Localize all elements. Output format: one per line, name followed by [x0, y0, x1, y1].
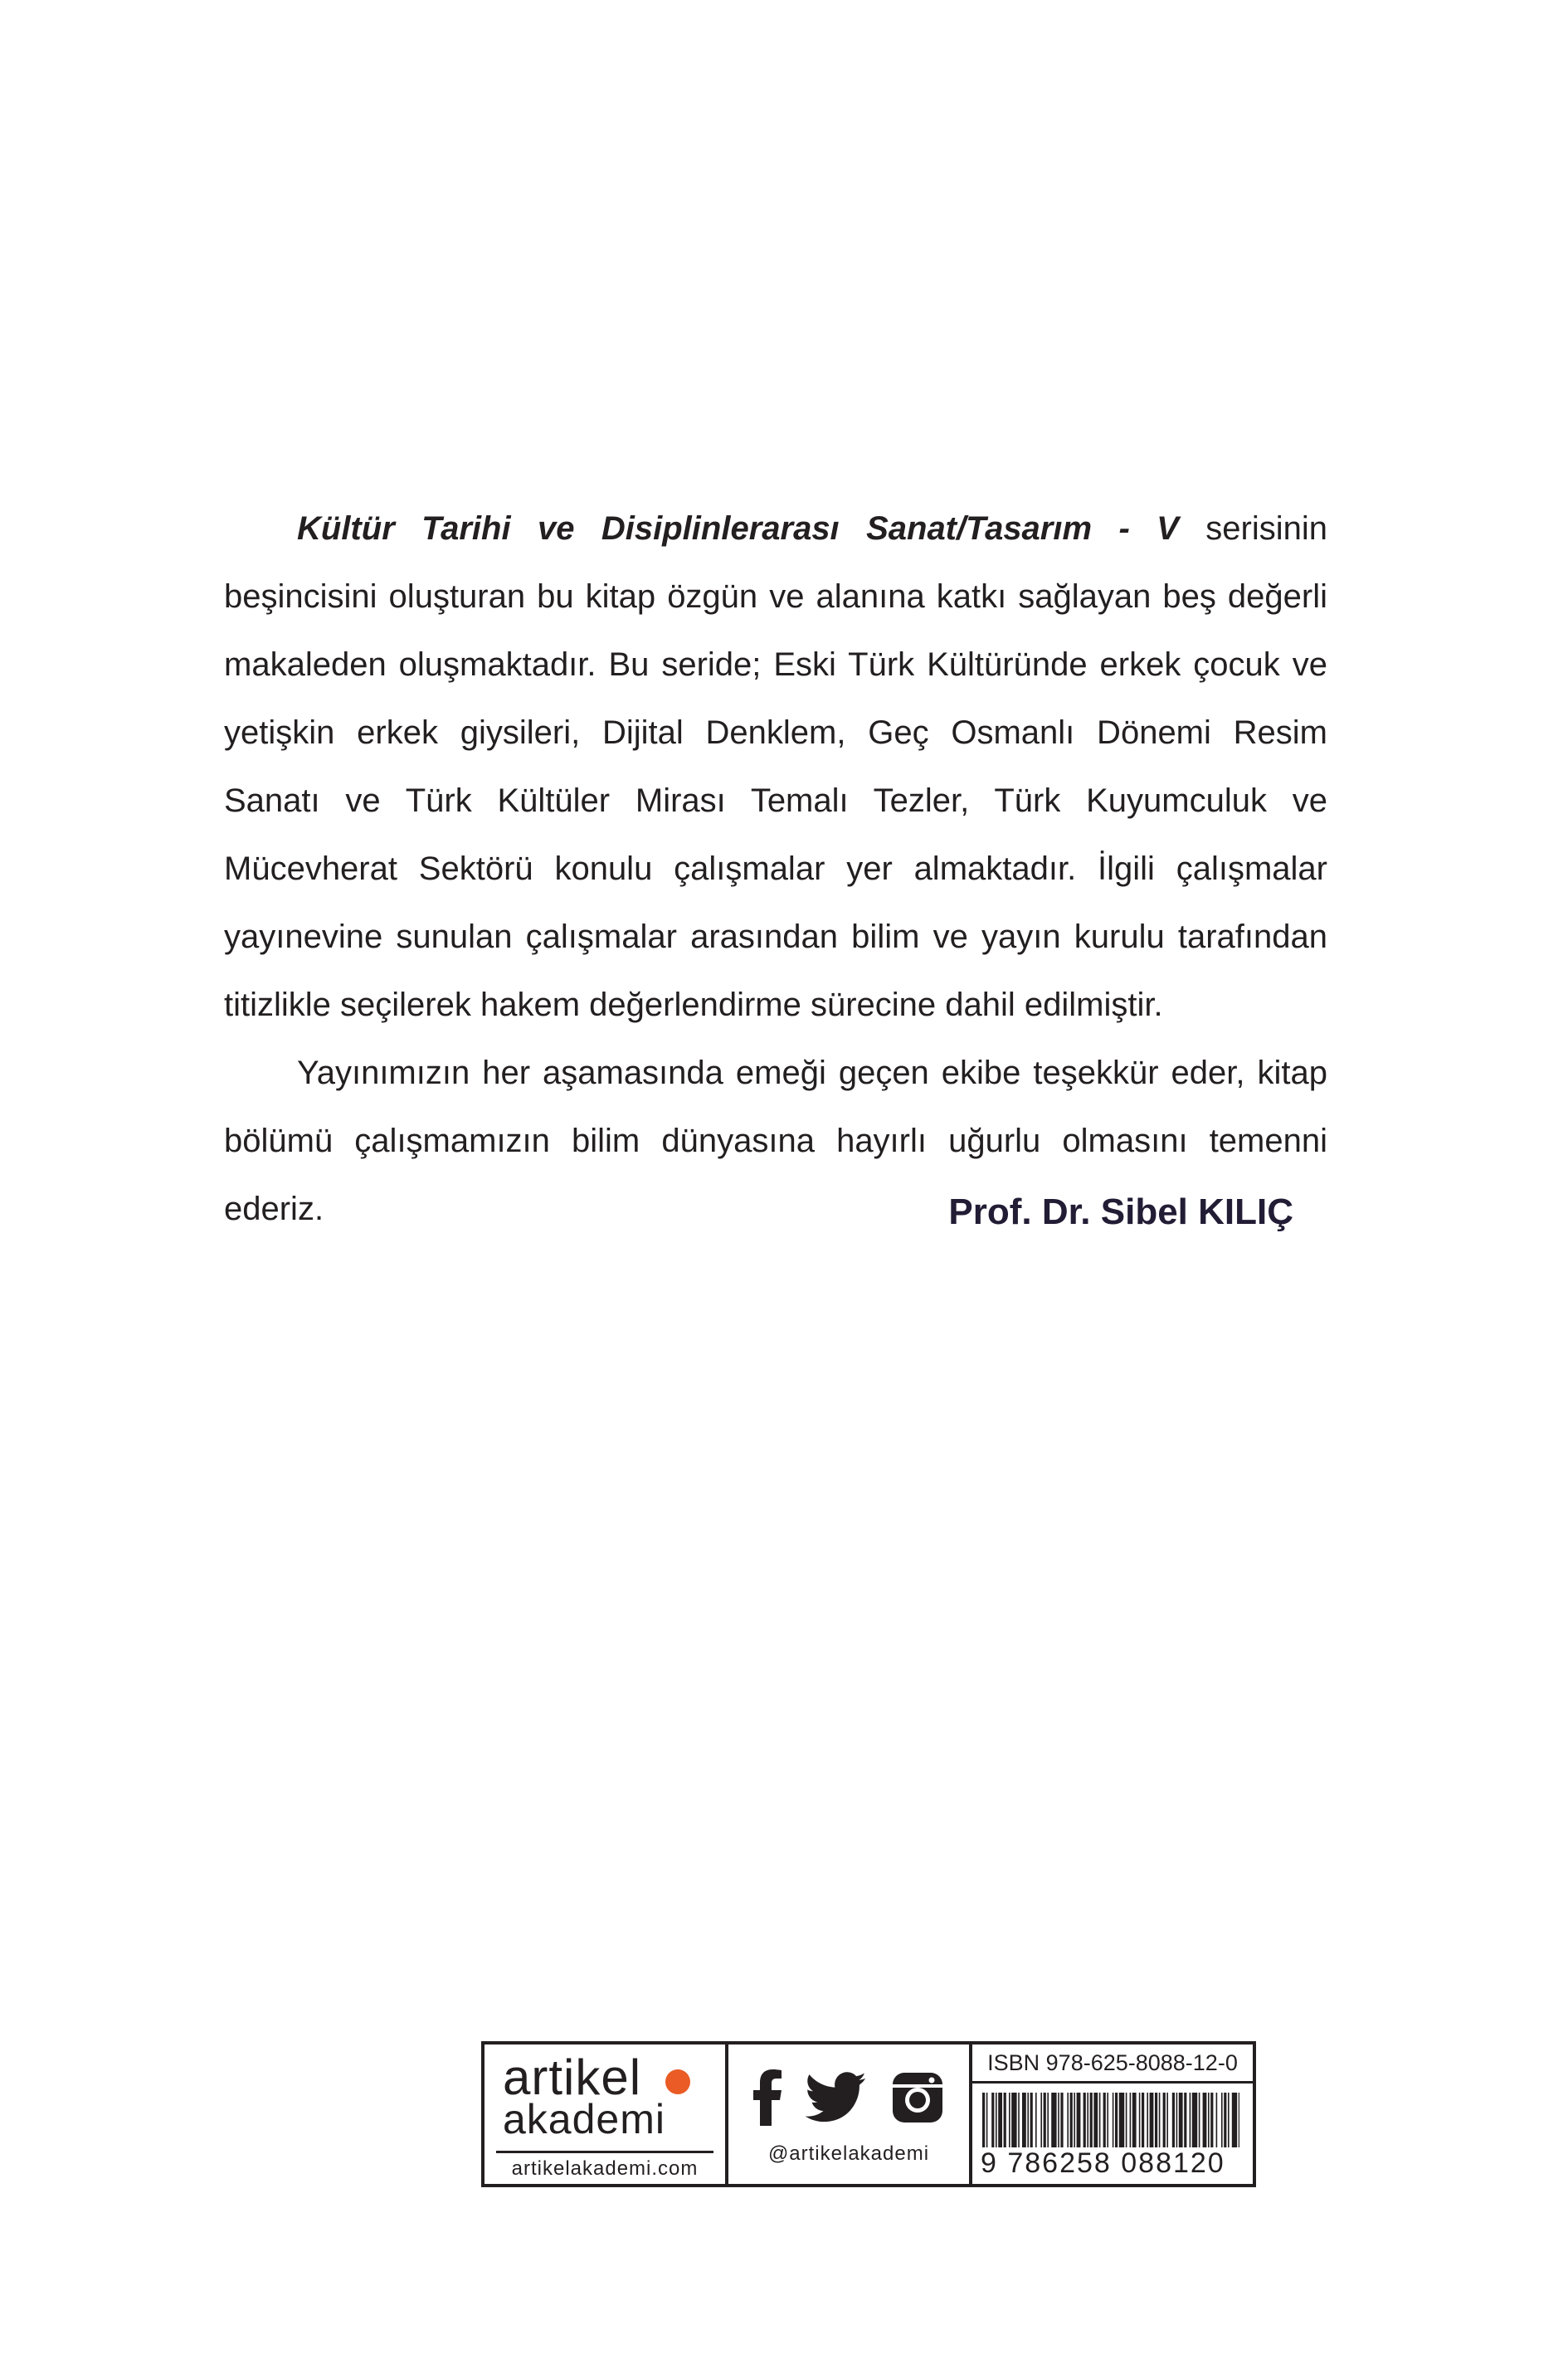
barcode-bar	[1228, 2093, 1230, 2147]
social-handle: @artikelakademi	[767, 2142, 930, 2165]
barcode-bar	[991, 2093, 994, 2147]
barcode-bar	[1099, 2093, 1101, 2147]
barcode-bar	[1210, 2093, 1213, 2147]
thanks-paragraph: Yayınımızın her aşamasında emeği geçen ekibe teşekkür eder, kitap bölümü çalışmamızın bilim dünyasına hayırlı uğurlu olmasını temenni ederiz.	[224, 1055, 1327, 1227]
barcode-bar	[1150, 2093, 1154, 2147]
barcode-bar	[986, 2093, 988, 2147]
barcode-bar	[1087, 2093, 1088, 2147]
barcode-bar	[1011, 2093, 1016, 2147]
series-title: Kültür Tarihi ve Disiplinlerarası Sanat/Tasarım - V	[297, 510, 1179, 547]
twitter-icon	[805, 2072, 868, 2123]
barcode-bar	[1119, 2093, 1124, 2147]
barcode-bar	[1163, 2093, 1166, 2147]
logo-text-artikel: artikel	[503, 2049, 642, 2105]
barcode-bar	[1130, 2093, 1132, 2147]
barcode-bar	[1044, 2093, 1046, 2147]
publisher-website: artikelakademi.com	[511, 2157, 699, 2180]
barcode-bar	[1083, 2093, 1086, 2147]
barcode-bar	[1115, 2093, 1118, 2147]
intro-paragraph-text: serisinin beşincisini oluşturan bu kitap özgün ve alanına katkı sağlayan beş değerli makaleden oluşmaktadır. Bu seride; Eski Türk Kültüründe erkek çocuk ve yetişkin erkek giysileri, Dijital Denklem, Geç Osmanlı Dönemi Resim Sanatı ve Türk Kültüler Mirası Temalı Tezler, Türk Kuyumculuk ve Mücevherat Sektörü konulu çalışmalar yer almaktadır. İlgili çalışmalar yayınevine sunulan çalışmalar arasından bilim ve yayın kurulu tarafından titizlikle seçilerek hakem değerlendirme sürecine dahil edilmiştir.	[224, 510, 1327, 1023]
barcode-bar	[1176, 2093, 1178, 2147]
barcode-bar	[1018, 2093, 1020, 2147]
barcode-bar	[1060, 2093, 1063, 2147]
barcode-bar	[1172, 2093, 1175, 2147]
logo-divider	[496, 2151, 713, 2153]
barcode-bar	[1224, 2093, 1226, 2147]
barcode-bar	[1190, 2093, 1191, 2147]
barcode-bar	[1147, 2093, 1148, 2147]
barcode-bar	[1009, 2093, 1010, 2147]
barcode-bar	[1192, 2093, 1197, 2147]
social-icons	[728, 2068, 969, 2127]
barcode-bar	[1155, 2093, 1157, 2147]
barcode-bar	[1051, 2093, 1056, 2147]
isbn-label: ISBN 978-625-8088-12-0	[972, 2045, 1253, 2084]
barcode-bar	[1067, 2093, 1069, 2147]
logo-orange-dot	[665, 2069, 690, 2094]
barcode-bar	[998, 2093, 1002, 2147]
intro-paragraph	[224, 495, 1327, 1039]
author-signature: Prof. Dr. Sibel KILIÇ	[948, 1192, 1293, 1232]
barcode-bar	[1058, 2093, 1059, 2147]
barcode-bar	[1035, 2093, 1037, 2147]
barcode-bar	[1142, 2093, 1144, 2147]
isbn-digits: 9 786258 088120	[981, 2147, 1225, 2179]
barcode-bar	[1103, 2093, 1106, 2147]
facebook-icon	[753, 2069, 782, 2126]
barcode-bar	[1221, 2093, 1223, 2147]
barcode-bar	[1040, 2093, 1042, 2147]
barcode-bar	[1070, 2093, 1073, 2147]
barcode-bar	[1126, 2093, 1127, 2147]
barcode-bar	[996, 2093, 997, 2147]
barcode-bar	[1208, 2093, 1210, 2147]
barcode-bar	[1074, 2093, 1075, 2147]
publisher-logo-cell	[485, 2045, 728, 2184]
barcode-bar	[1030, 2093, 1033, 2147]
barcode	[982, 2093, 1239, 2147]
barcode-bar	[1047, 2093, 1049, 2147]
barcode-bar	[1132, 2093, 1137, 2147]
barcode-bar	[1184, 2093, 1186, 2147]
barcode-bar	[1139, 2093, 1141, 2147]
instagram-icon	[891, 2071, 944, 2124]
social-cell	[728, 2045, 972, 2184]
barcode-bar	[1203, 2093, 1207, 2147]
back-cover-text	[224, 495, 1327, 1243]
barcode-bar	[1216, 2093, 1218, 2147]
barcode-bar	[1107, 2093, 1108, 2147]
barcode-bar	[982, 2093, 985, 2147]
barcode-bar	[1027, 2093, 1029, 2147]
barcode-bar	[1077, 2093, 1081, 2147]
logo-text-akademi: akademi	[503, 2096, 665, 2142]
barcode-bar	[1004, 2093, 1006, 2147]
barcode-bar	[1093, 2093, 1098, 2147]
isbn-cell	[972, 2045, 1253, 2184]
publisher-info-box	[481, 2041, 1256, 2187]
barcode-bar	[1232, 2093, 1237, 2147]
barcode-bar	[1022, 2093, 1026, 2147]
barcode-bar	[1166, 2093, 1168, 2147]
barcode-bar	[1179, 2093, 1183, 2147]
barcode-bar	[1159, 2093, 1161, 2147]
barcode-bar	[1113, 2093, 1114, 2147]
barcode-bar	[1199, 2093, 1200, 2147]
barcode-bar	[1090, 2093, 1093, 2147]
